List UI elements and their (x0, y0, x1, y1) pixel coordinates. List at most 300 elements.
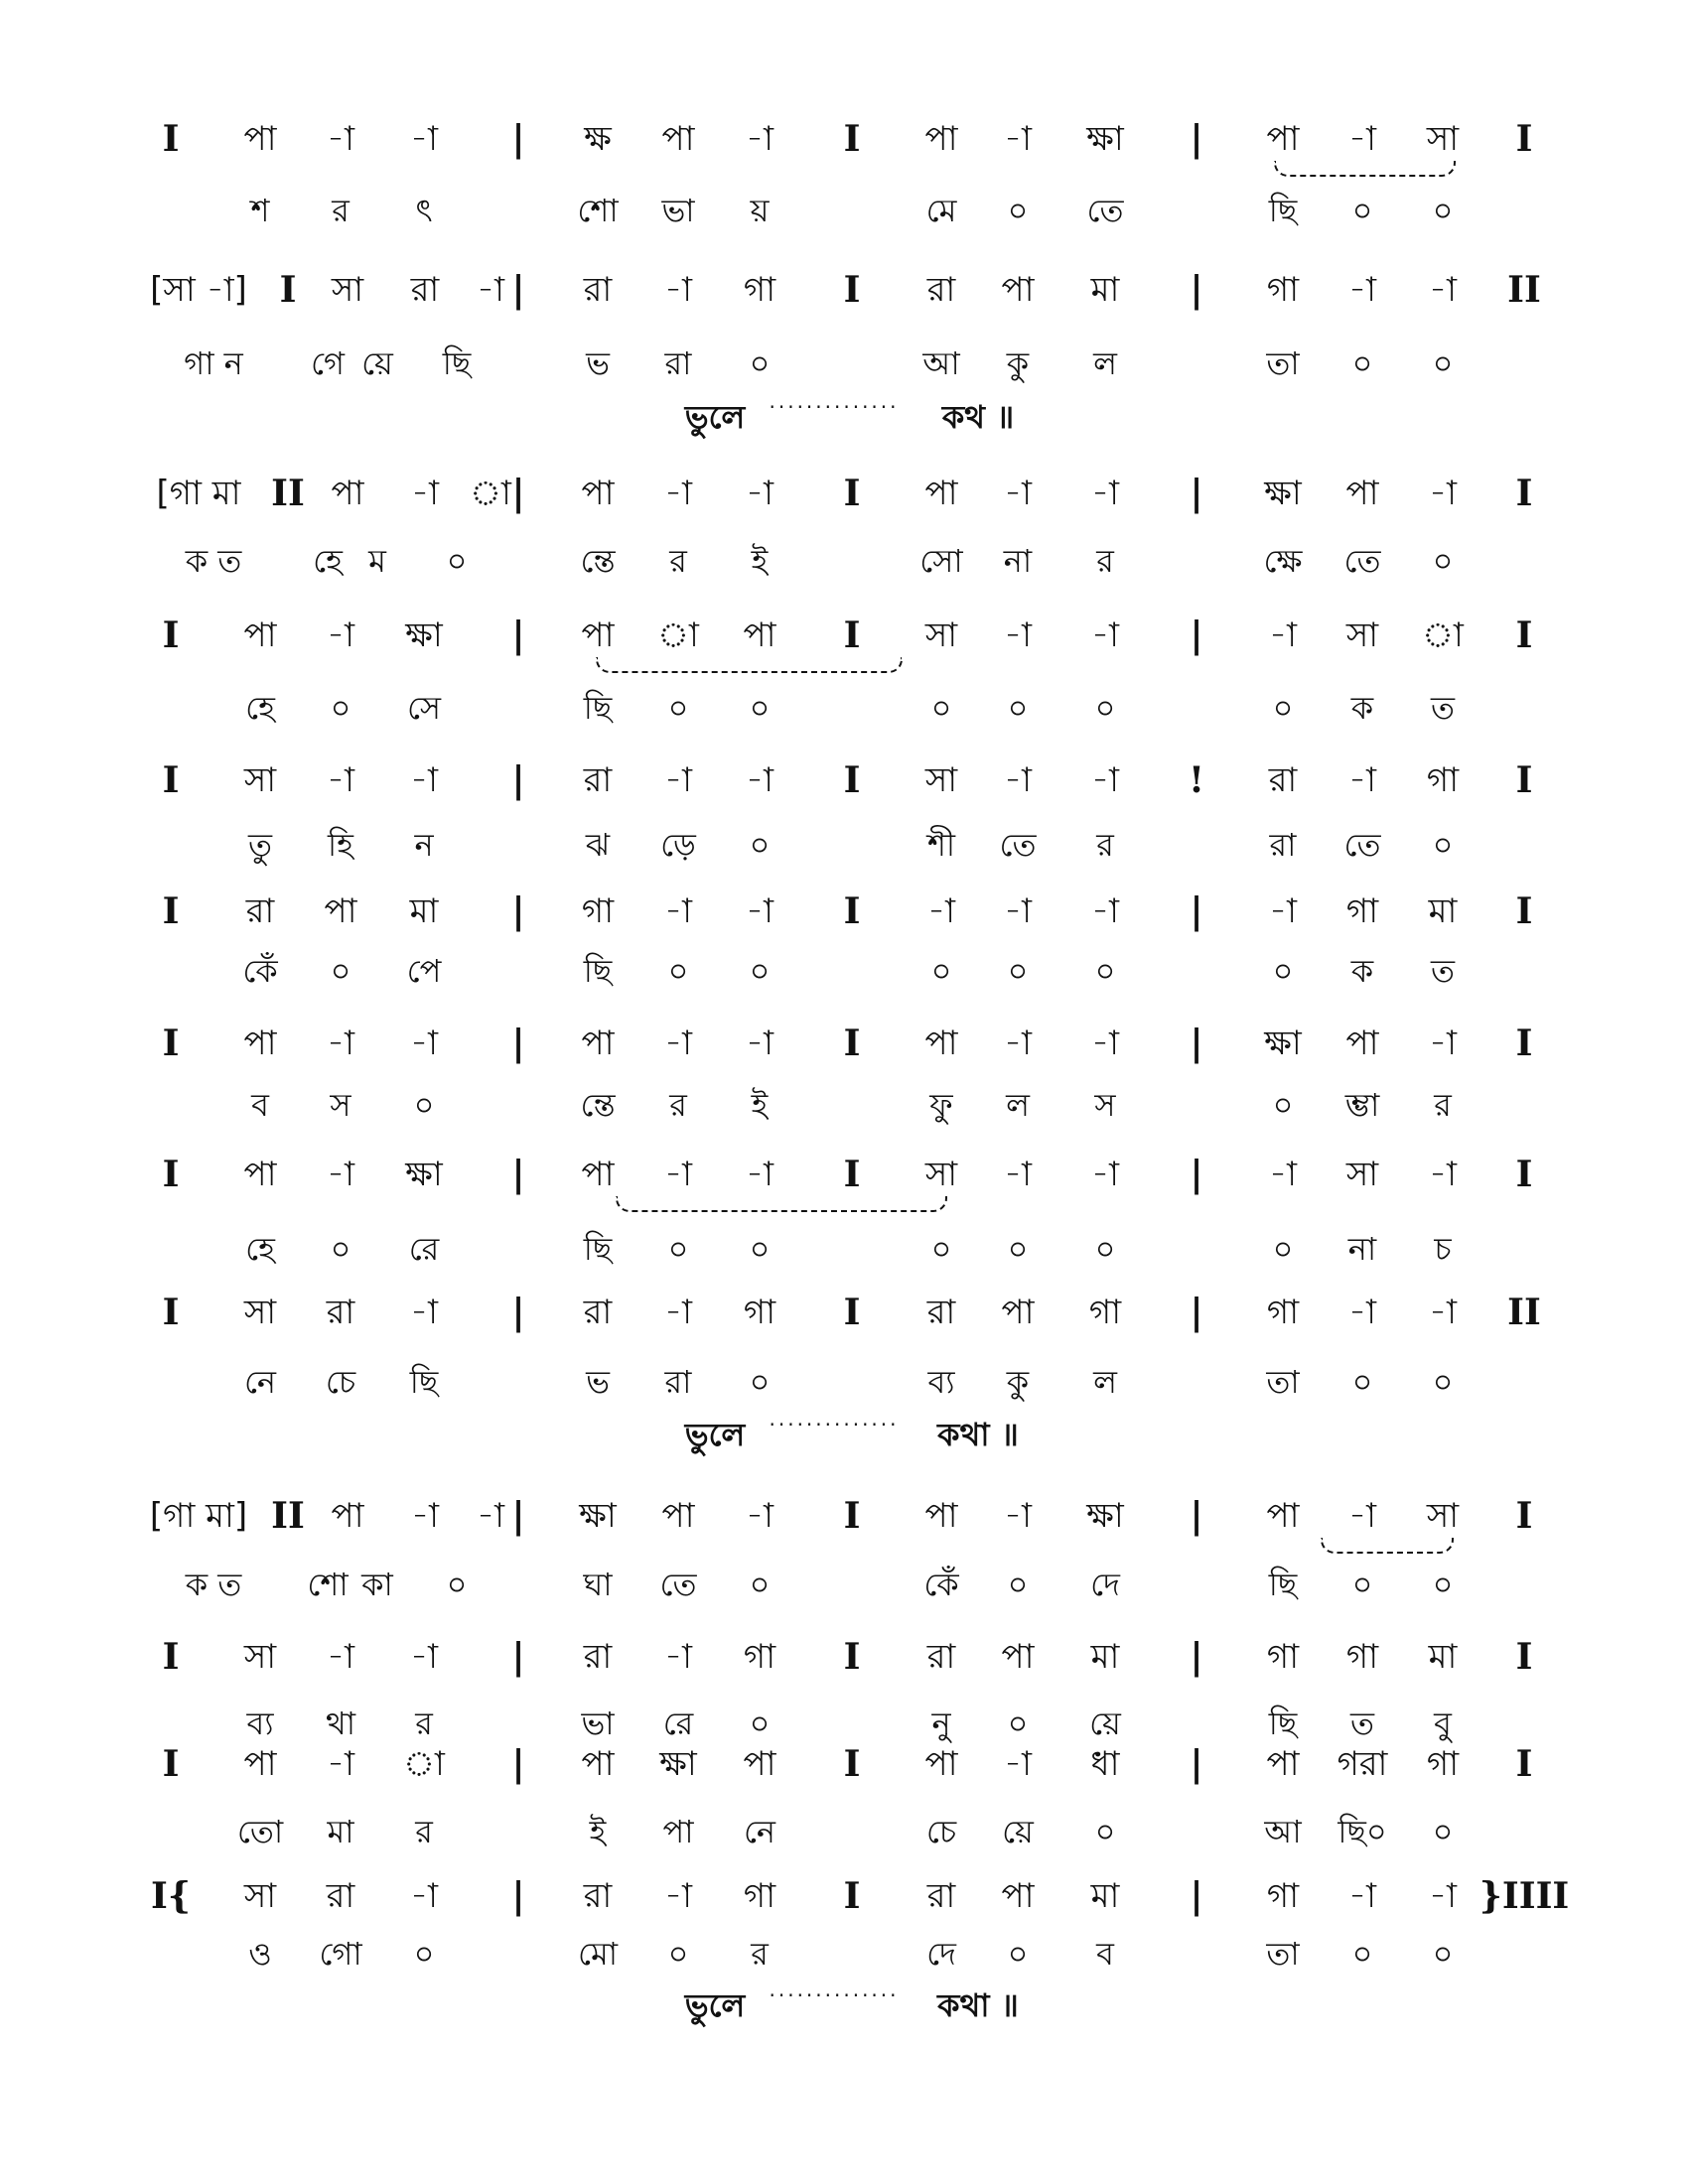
lyric-syllable: তে (999, 826, 1037, 864)
lyric-syllable: ল (1006, 1086, 1030, 1124)
note: রা (326, 1293, 355, 1332)
note: -া (1269, 1155, 1297, 1194)
bar-line: I (843, 759, 861, 801)
note: ক্ষা (405, 1155, 443, 1194)
lyric-syllable: না (1003, 542, 1033, 580)
note: পা (243, 119, 277, 159)
note: মা (1428, 891, 1458, 931)
note: রা (926, 1637, 956, 1677)
notation-row (0, 1734, 1688, 1794)
bar-line: }IIII (1478, 1875, 1570, 1917)
lyric-syllable: ০ (1432, 1363, 1454, 1401)
lyric-syllable: র (1096, 826, 1114, 864)
note: গা (1266, 1293, 1300, 1332)
bar-line: I (843, 1154, 861, 1195)
lyric-syllable: ০ (1351, 1566, 1373, 1603)
note: -া (1269, 615, 1297, 655)
bar-line: I (1515, 1495, 1533, 1537)
note: [গা মা] (149, 1496, 248, 1536)
bar-line: I (1515, 1636, 1533, 1678)
note: পা (243, 1744, 277, 1784)
lyric-syllable: য়ে (1002, 1813, 1034, 1850)
note: সা (924, 615, 958, 655)
note: -া (1004, 1024, 1032, 1063)
note: ক্ষা (405, 615, 443, 655)
note: পা (581, 1024, 615, 1063)
note: ক্ষা (579, 1496, 617, 1536)
note: -া (1348, 1293, 1376, 1332)
note: পা (1001, 1876, 1035, 1916)
lyric-syllable: ক ত (185, 542, 242, 580)
bar-line: | (1190, 614, 1203, 656)
refrain-line (0, 387, 1688, 447)
note: -া (327, 1744, 354, 1784)
lyric-syllable: র (1096, 542, 1114, 580)
lyric-syllable: হি (328, 826, 353, 864)
note: া (1422, 615, 1464, 655)
lyric-syllable: তে (1343, 542, 1381, 580)
bar-line: | (1190, 1636, 1203, 1678)
bar-line: II (1507, 1292, 1541, 1333)
lyric-syllable: ০ (1007, 1705, 1029, 1742)
bar-line: I (843, 614, 861, 656)
lyric-syllable: ড়ে (660, 826, 696, 864)
note: -া (327, 1024, 354, 1063)
lyric-syllable: ম্ভা (1344, 1086, 1380, 1124)
note: -া (1004, 760, 1032, 800)
lyric-syllable: ০ (749, 1363, 771, 1401)
lyric-syllable: ০ (1007, 952, 1029, 990)
lyric-syllable: ০ (1007, 689, 1029, 727)
note: পা (1001, 270, 1035, 310)
note: -া (1004, 1155, 1032, 1194)
note: রা (926, 1293, 956, 1332)
lyric-syllable: আ (922, 344, 960, 382)
bar-line: I (843, 1495, 861, 1537)
note: -া (327, 1637, 354, 1677)
lyric-syllable: ঘা (583, 1566, 613, 1603)
notation-row (0, 1486, 1688, 1546)
lyric-syllable: গো (319, 1935, 362, 1973)
note: -া (477, 270, 504, 310)
notation-row (0, 1283, 1688, 1342)
note: রা (583, 270, 613, 310)
bar-line: II (1507, 269, 1541, 311)
note: -া (746, 1024, 774, 1063)
note: -া (664, 270, 692, 310)
bar-line: | (1190, 1495, 1203, 1537)
bar-line: | (511, 1875, 525, 1917)
lyric-syllable: ক (1350, 689, 1374, 727)
bar-line: | (1190, 1154, 1203, 1195)
lyric-syllable: ০ (1432, 1566, 1454, 1603)
note: পা (243, 615, 277, 655)
note: -া (664, 1637, 692, 1677)
note: -া (746, 119, 774, 159)
note: মা (1428, 1637, 1458, 1677)
lyric-syllable: ০ (446, 542, 468, 580)
note: গা (1345, 891, 1379, 931)
note: সা (1426, 119, 1460, 159)
lyric-syllable: ল (1093, 1363, 1117, 1401)
lyric-syllable: র (332, 192, 350, 229)
bar-line: I (1515, 1154, 1533, 1195)
bar-line: | (511, 118, 525, 160)
note: ক্ষা (1264, 474, 1302, 513)
slur-mark (616, 1196, 947, 1212)
lyric-syllable: ভা (581, 1705, 615, 1742)
lyric-row (0, 815, 1688, 875)
lyric-syllable: ০ (1094, 1230, 1116, 1268)
note: -া (664, 474, 692, 513)
note: সা (1345, 1155, 1379, 1194)
lyric-syllable: ব্য (246, 1705, 274, 1742)
lyric-syllable: হে (245, 689, 275, 727)
lyric-syllable: ভ (586, 1363, 610, 1401)
notation-row (0, 1014, 1688, 1073)
bar-line: I (1515, 1743, 1533, 1785)
bar-line: II (271, 1495, 305, 1537)
note: -া (410, 1024, 438, 1063)
note: পা (924, 1496, 958, 1536)
lyric-syllable: ০ (1432, 192, 1454, 229)
lyric-syllable: হে (313, 542, 343, 580)
bar-line: | (511, 1292, 525, 1333)
bar-line: | (511, 1743, 525, 1785)
note: পা (324, 891, 357, 931)
note: সা (243, 1637, 277, 1677)
lyric-syllable: য়ে (1089, 1705, 1121, 1742)
note: সা (1345, 615, 1379, 655)
lyric-syllable: দে (1090, 1566, 1120, 1603)
note: গা (743, 1876, 776, 1916)
lyric-syllable: ত (1349, 1705, 1375, 1742)
bar-line: I (162, 759, 180, 801)
lyric-syllable: শো (307, 1566, 349, 1603)
note: -া (1429, 1024, 1457, 1063)
note: -া (1429, 1293, 1457, 1332)
lyric-syllable: নে (743, 1813, 776, 1850)
note: -া (410, 1637, 438, 1677)
bar-line: | (511, 614, 525, 656)
note: পা (581, 1155, 615, 1194)
lyric-syllable: ব (251, 1086, 269, 1124)
bar-line: I (1515, 473, 1533, 514)
bar-line: | (511, 1023, 525, 1064)
bar-line: I (1515, 614, 1533, 656)
note: -া (410, 1293, 438, 1332)
bar-line: | (511, 1495, 525, 1537)
note: -া (1091, 891, 1119, 931)
note: সা (243, 760, 277, 800)
note: পা (243, 1155, 277, 1194)
refrain-start: ভুলে (684, 398, 746, 436)
bar-line: | (511, 473, 525, 514)
lyric-syllable: তু (247, 826, 273, 864)
lyric-syllable: ক (1350, 952, 1374, 990)
notation-row (0, 1866, 1688, 1926)
note: -া (1091, 615, 1119, 655)
lyric-syllable: র (751, 1935, 769, 1973)
lyric-syllable: মে (925, 192, 957, 229)
lyric-row (0, 1219, 1688, 1279)
lyric-syllable: ও (248, 1935, 272, 1973)
note: -া (1091, 1024, 1119, 1063)
lyric-syllable: ০ (667, 1230, 689, 1268)
note: -া (1004, 1744, 1032, 1784)
note: া (403, 1744, 445, 1784)
note: পা (1266, 119, 1300, 159)
bar-line: I (1515, 1023, 1533, 1064)
lyric-syllable: ০ (1094, 689, 1116, 727)
bar-line: | (1190, 473, 1203, 514)
lyric-syllable: ০ (667, 952, 689, 990)
refrain-end: কথ ॥ (941, 398, 1015, 436)
bar-line: I (162, 1154, 180, 1195)
note: -া (746, 1155, 774, 1194)
bar-line: I{ (151, 1875, 191, 1917)
lyric-syllable: চে (925, 1813, 957, 1850)
bar-line: | (1190, 1875, 1203, 1917)
lyric-syllable: ন্তে (580, 542, 616, 580)
lyric-syllable: ০ (1272, 689, 1294, 727)
note: পা (243, 1024, 277, 1063)
note: রা (1268, 760, 1298, 800)
lyric-syllable: গে (311, 344, 345, 382)
note: পা (1345, 474, 1379, 513)
notation-row (0, 606, 1688, 665)
lyric-syllable: র (669, 542, 687, 580)
lyric-syllable: ০ (930, 1230, 952, 1268)
lyric-syllable: ০ (930, 952, 952, 990)
bar-line: I (843, 473, 861, 514)
note: ক্ষা (1086, 1496, 1124, 1536)
note: মা (409, 891, 439, 931)
lyric-row (0, 1352, 1688, 1412)
lyric-syllable: সে (406, 689, 442, 727)
note: -া (1004, 119, 1032, 159)
note: -া (1004, 891, 1032, 931)
bar-line: | (511, 890, 525, 932)
lyric-syllable: ০ (749, 1230, 771, 1268)
note: রা (926, 1876, 956, 1916)
lyric-row (0, 334, 1688, 393)
note: -া (1429, 270, 1457, 310)
lyric-syllable: ০ (1351, 1363, 1373, 1401)
refrain-dots: ·············· (769, 1413, 900, 1436)
note: -া (1348, 1876, 1376, 1916)
note: -া (664, 1155, 692, 1194)
note: পা (661, 1496, 695, 1536)
lyric-syllable: ন (414, 826, 434, 864)
note: পা (1266, 1744, 1300, 1784)
lyric-syllable: র (415, 1813, 433, 1850)
lyric-syllable: ব (1096, 1935, 1114, 1973)
note: -া (411, 474, 439, 513)
lyric-syllable: ০ (1007, 1230, 1029, 1268)
note: গা (1266, 270, 1300, 310)
note: -া (1004, 1496, 1032, 1536)
bar-line: I (1515, 118, 1533, 160)
lyric-syllable: স (1094, 1086, 1116, 1124)
lyric-syllable: ০ (330, 1230, 352, 1268)
note: -া (1429, 474, 1457, 513)
bar-line: I (843, 1023, 861, 1064)
note: -া (664, 760, 692, 800)
lyric-syllable: ছি (409, 1363, 439, 1401)
note: -া (664, 1876, 692, 1916)
note: -া (477, 1496, 504, 1536)
bar-line: | (511, 1154, 525, 1195)
lyric-syllable: ০ (1432, 826, 1454, 864)
lyric-syllable: ত (1430, 952, 1456, 990)
lyric-syllable: ০ (330, 952, 352, 990)
notation-row (0, 1627, 1688, 1687)
note: -া (327, 1155, 354, 1194)
note: পা (743, 1744, 776, 1784)
lyric-row (0, 1555, 1688, 1614)
lyric-syllable: গা ন (184, 344, 243, 382)
lyric-syllable: র (415, 1705, 433, 1742)
note: সা (1426, 1496, 1460, 1536)
note: গা (743, 270, 776, 310)
bar-line: I (843, 1875, 861, 1917)
note: -া (410, 1876, 438, 1916)
lyric-syllable: কেঁ (923, 1566, 959, 1603)
lyric-syllable: কেঁ (242, 952, 278, 990)
note: মা (1090, 270, 1120, 310)
lyric-syllable: ০ (1007, 192, 1029, 229)
notation-row (0, 109, 1688, 169)
note: -া (746, 1496, 774, 1536)
lyric-syllable: কু (1006, 344, 1030, 382)
lyric-syllable: ছি (583, 689, 613, 727)
note: ক্ষা (1264, 1024, 1302, 1063)
note: পা (331, 474, 364, 513)
lyric-syllable: তে (1343, 826, 1381, 864)
lyric-syllable: ন্তে (580, 1086, 616, 1124)
note: [সা -া] (150, 270, 247, 310)
lyric-syllable: ম (368, 542, 386, 580)
lyric-syllable: রা (664, 344, 692, 382)
bar-line: I (843, 890, 861, 932)
note: পা (1001, 1293, 1035, 1332)
refrain-start: ভুলে (684, 1416, 746, 1453)
lyric-syllable: ০ (749, 952, 771, 990)
lyric-syllable: ক ত (185, 1566, 242, 1603)
note: -া (410, 760, 438, 800)
note: গা (1088, 1293, 1122, 1332)
lyric-syllable: দে (926, 1935, 956, 1973)
note: সা (243, 1876, 277, 1916)
lyric-syllable: চ (1434, 1230, 1452, 1268)
lyric-syllable: ছি (1268, 192, 1298, 229)
note: গরা (1336, 1744, 1388, 1784)
lyric-syllable: শ (250, 192, 270, 229)
refrain-line (0, 1405, 1688, 1464)
lyric-syllable: ছি (1268, 1705, 1298, 1742)
bar-line: | (511, 269, 525, 311)
slur-mark (1274, 161, 1456, 177)
lyric-syllable: ০ (749, 689, 771, 727)
lyric-syllable: কা (361, 1566, 393, 1603)
note: পা (1345, 1024, 1379, 1063)
note: -া (1348, 119, 1376, 159)
note: গা (1266, 1876, 1300, 1916)
lyric-syllable: আ (1264, 1813, 1302, 1850)
lyric-syllable: ৎ (415, 192, 433, 229)
lyric-syllable: ক্ষে (1263, 542, 1303, 580)
lyric-syllable: কু (1006, 1363, 1030, 1401)
lyric-syllable: ছি (1268, 1566, 1298, 1603)
note: ক্ষা (659, 1744, 697, 1784)
lyric-syllable: তে (659, 1566, 697, 1603)
lyric-syllable: রে (662, 1705, 694, 1742)
note: গা (1345, 1637, 1379, 1677)
note: রা (245, 891, 275, 931)
note: া (657, 615, 699, 655)
lyric-syllable: ০ (749, 1705, 771, 1742)
note: গা (743, 1293, 776, 1332)
note: -া (411, 1496, 439, 1536)
lyric-syllable: ০ (1432, 344, 1454, 382)
lyric-syllable: ০ (1007, 1935, 1029, 1973)
lyric-row (0, 181, 1688, 240)
bar-line: I (843, 1636, 861, 1678)
lyric-syllable: হে (245, 1230, 275, 1268)
lyric-syllable: ভ (586, 344, 610, 382)
lyric-syllable: মা (327, 1813, 354, 1850)
lyric-syllable: ০ (1432, 1813, 1454, 1850)
bar-line: I (162, 1292, 180, 1333)
note: পা (581, 474, 615, 513)
refrain-end: কথা ॥ (937, 1416, 1019, 1453)
lyric-syllable: ০ (1007, 1566, 1029, 1603)
lyric-syllable: ই (751, 1086, 769, 1124)
refrain-dots: ·············· (769, 395, 900, 419)
note: -া (1091, 474, 1119, 513)
lyric-syllable: সো (919, 542, 963, 580)
lyric-row (0, 1924, 1688, 1983)
lyric-syllable: তা (1266, 1363, 1300, 1401)
lyric-syllable: ঝ (585, 826, 611, 864)
note: -া (327, 119, 354, 159)
lyric-syllable: ছি (583, 952, 613, 990)
lyric-syllable: য় (750, 192, 770, 229)
bar-line: I (162, 1023, 180, 1064)
note: -া (1004, 615, 1032, 655)
lyric-syllable: ০ (1351, 1935, 1373, 1973)
lyric-syllable: বু (1434, 1705, 1452, 1742)
note: সা (243, 1293, 277, 1332)
lyric-syllable: পা (662, 1813, 694, 1850)
lyric-syllable: ০ (1351, 192, 1373, 229)
note: সা (924, 760, 958, 800)
notation-row (0, 751, 1688, 810)
bar-line: II (271, 473, 305, 514)
slur-mark (1321, 1538, 1454, 1554)
lyric-syllable: ০ (1272, 1230, 1294, 1268)
lyric-syllable: ০ (1094, 952, 1116, 990)
lyric-syllable: র (1434, 1086, 1452, 1124)
lyric-syllable: ত (1430, 689, 1456, 727)
note: -া (927, 891, 955, 931)
lyric-row (0, 1075, 1688, 1135)
note: -া (327, 760, 354, 800)
lyric-syllable: ০ (930, 689, 952, 727)
note: রা (583, 1876, 613, 1916)
lyric-syllable: নু (931, 1705, 951, 1742)
